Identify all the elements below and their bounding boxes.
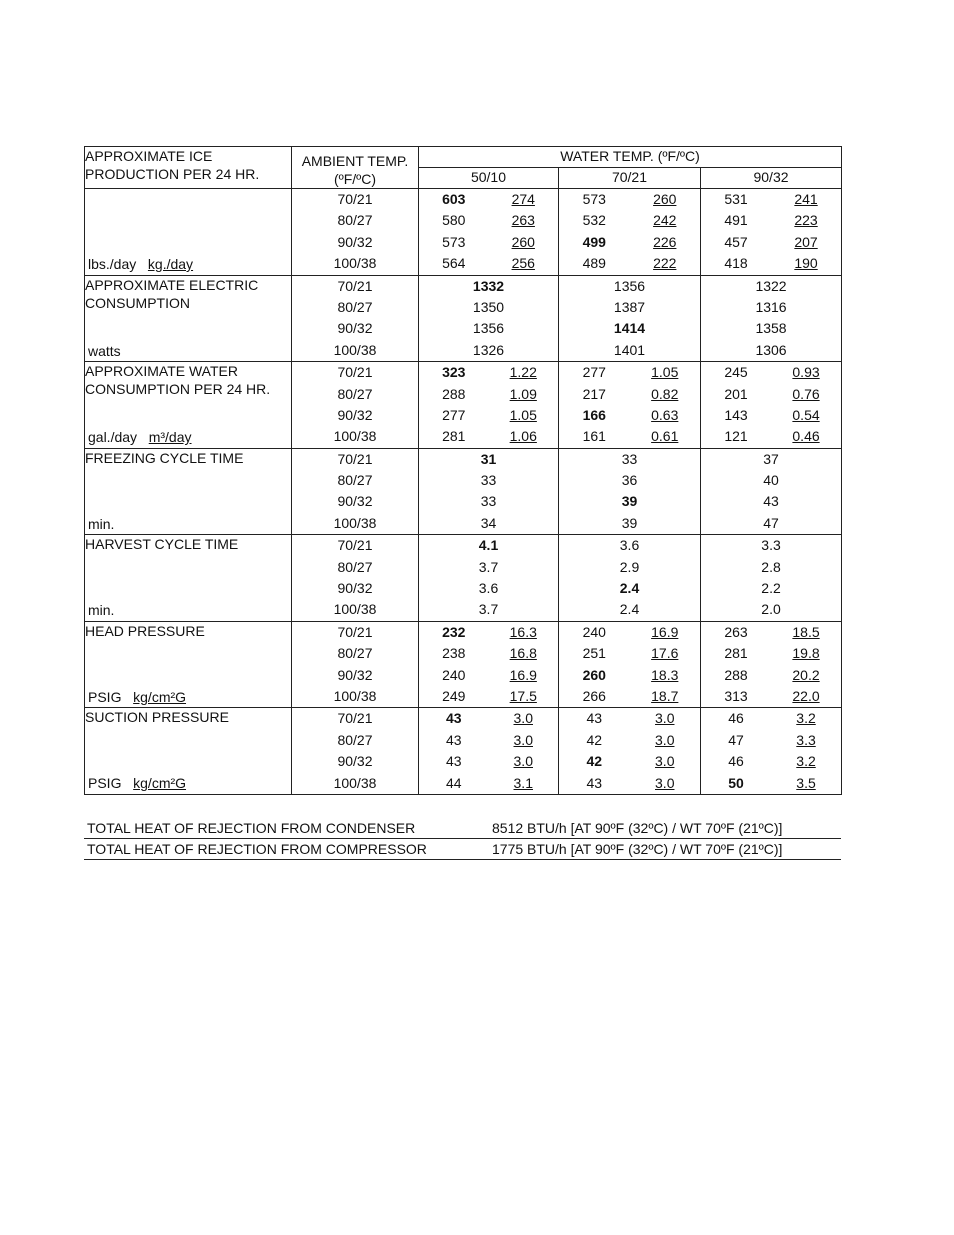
metric-value: 260 — [653, 191, 677, 207]
unit-primary: min. — [88, 515, 115, 532]
imperial-value: 43 — [445, 731, 462, 748]
value-row — [419, 665, 558, 686]
ambient-cell — [292, 621, 419, 708]
imperial-value: 201 — [724, 385, 748, 402]
imperial-value: 46 — [728, 710, 744, 727]
value-row: 3.6 — [478, 580, 499, 597]
value-row: 40 — [763, 472, 779, 489]
value-row — [419, 708, 558, 729]
imperial-value: 457 — [724, 233, 748, 250]
unit-metric: m³/day — [148, 429, 192, 446]
ambient-header-line1: AMBIENT TEMP. — [301, 153, 409, 169]
unit-primary: lbs./day — [88, 256, 137, 272]
metric-value: 3.0 — [655, 710, 675, 727]
ambient-cell — [292, 362, 419, 449]
section-label-cell — [85, 189, 292, 276]
value-row — [701, 232, 841, 253]
section-row — [85, 275, 842, 362]
value-row: 36 — [621, 472, 638, 489]
summary-value: 1775 BTU/h [AT 90ºF (32ºC) / WT 70ºF (21ºC)] — [492, 841, 783, 857]
value-row — [701, 730, 841, 751]
value-row: 33 — [480, 472, 497, 489]
metric-value: 226 — [653, 233, 677, 250]
ambient-value: 80/27 — [337, 298, 373, 315]
ambient-value: 90/32 — [337, 493, 373, 510]
ambient-cell — [292, 189, 419, 276]
summary-row-condenser — [84, 818, 841, 839]
section-label: APPROXIMATE WATER CONSUMPTION PER 24 HR. — [85, 363, 271, 398]
unit-label — [88, 689, 186, 705]
value-row — [419, 751, 558, 772]
metric-value: 3.0 — [655, 753, 675, 770]
section-label-cell — [85, 535, 292, 622]
unit-metric: kg/cm²G — [133, 688, 187, 705]
ambient-value: 70/21 — [337, 191, 373, 207]
imperial-value: 313 — [724, 687, 748, 704]
value-row — [701, 773, 841, 794]
value-cell — [559, 448, 701, 535]
value-row — [701, 708, 841, 729]
value-row — [419, 232, 558, 253]
imperial-value: 260 — [582, 666, 606, 683]
value-cell — [419, 535, 559, 622]
value-row — [701, 751, 841, 772]
imperial-value: 263 — [724, 623, 748, 640]
ambient-header-line2: (ºF/ºC) — [333, 171, 377, 187]
value-row: 33 — [480, 493, 497, 510]
value-row: 1387 — [613, 298, 646, 315]
imperial-value: 580 — [442, 212, 466, 229]
metric-value: 3.5 — [796, 774, 816, 791]
imperial-value: 143 — [724, 406, 748, 423]
section-label: FREEZING CYCLE TIME — [85, 449, 244, 466]
imperial-value: 240 — [582, 623, 606, 640]
metric-value: 20.2 — [792, 666, 820, 683]
value-row: 2.8 — [761, 558, 781, 575]
metric-value: 16.8 — [509, 645, 537, 662]
ambient-cell — [292, 448, 419, 535]
value-cell — [559, 275, 701, 362]
ambient-value: 80/27 — [337, 212, 373, 229]
value-row — [419, 622, 558, 643]
water-col-header: 70/21 — [559, 168, 701, 189]
value-row: 3.3 — [761, 537, 781, 554]
metric-value: 1.05 — [651, 364, 679, 381]
ambient-value: 80/27 — [337, 731, 373, 748]
value-row: 2.4 — [619, 580, 640, 597]
section-label: HARVEST CYCLE TIME — [85, 536, 239, 553]
value-row: 3.6 — [619, 537, 640, 554]
value-cell — [419, 362, 559, 449]
value-row — [419, 405, 558, 426]
ambient-value: 100/38 — [333, 428, 377, 445]
value-row: 1356 — [613, 277, 646, 294]
value-row — [559, 686, 700, 707]
section-row — [85, 535, 842, 622]
metric-value: 0.93 — [792, 364, 820, 381]
value-row: 4.1 — [478, 537, 499, 554]
value-row — [701, 426, 841, 447]
metric-value: 3.2 — [796, 710, 816, 727]
metric-value: 0.63 — [651, 406, 679, 423]
value-row: 1306 — [755, 341, 787, 358]
water-col-header: 50/10 — [419, 168, 559, 189]
value-row: 3.7 — [478, 601, 499, 618]
imperial-value: 277 — [582, 364, 606, 381]
ambient-value: 80/27 — [337, 472, 373, 489]
value-row: 39 — [621, 493, 638, 510]
header-label-cell — [85, 147, 292, 189]
imperial-value: 46 — [728, 753, 744, 770]
value-row — [419, 426, 558, 447]
value-row — [559, 189, 700, 210]
metric-value: 3.0 — [655, 774, 675, 791]
ambient-value: 70/21 — [337, 277, 373, 294]
imperial-value: 288 — [724, 666, 748, 683]
value-row — [559, 665, 700, 686]
value-row: 43 — [763, 493, 779, 510]
section-row — [85, 708, 842, 795]
value-cell — [701, 621, 842, 708]
metric-value: 1.09 — [509, 385, 537, 402]
section-row — [85, 621, 842, 708]
value-row: 37 — [763, 450, 779, 467]
value-row — [559, 426, 700, 447]
metric-value: 223 — [794, 212, 818, 229]
section-label-cell — [85, 275, 292, 362]
value-row — [559, 253, 700, 274]
section-row — [85, 189, 842, 276]
ambient-value: 90/32 — [337, 666, 373, 683]
value-row — [701, 665, 841, 686]
value-row — [559, 643, 700, 664]
value-row: 1350 — [472, 298, 505, 315]
imperial-value: 42 — [586, 731, 603, 748]
imperial-value: 491 — [724, 212, 748, 229]
metric-value: 242 — [653, 212, 677, 229]
imperial-value: 42 — [586, 753, 603, 770]
value-cell — [559, 535, 701, 622]
imperial-value: 43 — [445, 710, 462, 727]
metric-value: 3.0 — [513, 710, 533, 727]
section-label-cell — [85, 448, 292, 535]
value-row: 3.7 — [478, 558, 499, 575]
imperial-value: 238 — [442, 645, 466, 662]
imperial-value: 50 — [728, 774, 744, 791]
value-row: 39 — [621, 514, 638, 531]
value-row: 2.4 — [619, 601, 640, 618]
imperial-value: 43 — [586, 774, 603, 791]
unit-label — [88, 516, 114, 532]
value-row — [419, 253, 558, 274]
unit-metric: kg/cm²G — [133, 775, 187, 792]
value-row: 1322 — [755, 277, 787, 294]
unit-primary: gal./day — [88, 429, 138, 446]
value-row — [559, 773, 700, 794]
imperial-value: 43 — [445, 753, 462, 770]
water-col-header: 90/32 — [701, 168, 842, 189]
value-row — [701, 210, 841, 231]
section-label-cell — [85, 362, 292, 449]
metric-value: 0.54 — [792, 406, 820, 423]
imperial-value: 232 — [442, 623, 466, 640]
value-cell — [701, 275, 842, 362]
ambient-value: 80/27 — [337, 645, 373, 662]
value-row — [559, 210, 700, 231]
metric-value: 222 — [653, 255, 677, 272]
ambient-value: 90/32 — [337, 320, 373, 337]
unit-metric: kg./day — [147, 256, 194, 272]
heat-rejection-summary — [84, 818, 841, 860]
metric-value: 18.7 — [651, 687, 679, 704]
metric-value: 3.0 — [513, 753, 533, 770]
imperial-value: 266 — [582, 687, 606, 704]
value-cell — [419, 275, 559, 362]
metric-value: 16.3 — [509, 623, 537, 640]
value-cell — [701, 362, 842, 449]
value-row — [419, 643, 558, 664]
metric-value: 1.05 — [509, 406, 537, 423]
unit-primary: PSIG — [88, 688, 122, 705]
value-cell — [701, 535, 842, 622]
value-row: 2.0 — [761, 601, 781, 618]
section-label: SUCTION PRESSURE — [85, 709, 229, 726]
metric-value: 19.8 — [792, 645, 820, 662]
imperial-value: 43 — [586, 710, 603, 727]
ambient-value: 70/21 — [337, 450, 373, 467]
imperial-value: 489 — [582, 255, 606, 272]
summary-value: 8512 BTU/h [AT 90ºF (32ºC) / WT 70ºF (21ºC)] — [492, 820, 783, 836]
unit-label — [88, 602, 114, 618]
ambient-value: 90/32 — [337, 233, 373, 250]
value-row — [419, 686, 558, 707]
value-row: 33 — [621, 450, 638, 467]
value-cell — [559, 621, 701, 708]
value-row: 1401 — [613, 341, 646, 358]
ambient-value: 70/21 — [337, 537, 373, 554]
metric-value: 274 — [511, 191, 535, 207]
imperial-value: 573 — [442, 233, 466, 250]
ambient-value: 70/21 — [337, 623, 373, 640]
ambient-value: 80/27 — [337, 385, 373, 402]
section-label: HEAD PRESSURE — [85, 622, 205, 639]
value-row — [701, 189, 841, 210]
section-label-cell — [85, 708, 292, 795]
metric-value: 17.6 — [651, 645, 679, 662]
metric-value: 207 — [794, 233, 818, 250]
imperial-value: 418 — [724, 255, 748, 272]
water-temp-header: WATER TEMP. (ºF/ºC) — [419, 147, 842, 168]
value-row — [559, 622, 700, 643]
value-row: 1356 — [472, 320, 505, 337]
value-row: 1316 — [755, 298, 787, 315]
performance-table — [84, 146, 842, 795]
unit-label — [88, 775, 186, 791]
ice-label-line2: PRODUCTION PER 24 HR. — [85, 166, 260, 182]
value-row — [419, 384, 558, 405]
unit-primary: watts — [88, 342, 121, 359]
summary-label: TOTAL HEAT OF REJECTION FROM CONDENSER — [87, 820, 416, 836]
value-cell — [559, 362, 701, 449]
ambient-value: 100/38 — [333, 255, 377, 272]
unit-label — [88, 256, 193, 272]
value-row: 1326 — [472, 341, 505, 358]
ambient-value: 90/32 — [337, 580, 373, 597]
value-row — [419, 773, 558, 794]
metric-value: 3.2 — [796, 753, 816, 770]
ambient-value: 100/38 — [333, 514, 377, 531]
imperial-value: 281 — [724, 645, 748, 662]
value-row — [559, 730, 700, 751]
value-row — [701, 643, 841, 664]
ambient-value: 100/38 — [333, 601, 377, 618]
value-cell — [701, 448, 842, 535]
metric-value: 1.06 — [509, 428, 537, 445]
value-row — [559, 708, 700, 729]
ambient-value: 90/32 — [337, 406, 373, 423]
section-row — [85, 448, 842, 535]
imperial-value: 166 — [582, 406, 606, 423]
value-row — [559, 405, 700, 426]
metric-value: 18.5 — [792, 623, 820, 640]
value-cell — [701, 189, 842, 276]
unit-label — [88, 429, 192, 445]
value-row — [559, 384, 700, 405]
metric-value: 241 — [794, 191, 818, 207]
value-row — [419, 730, 558, 751]
value-row: 1332 — [472, 277, 505, 294]
summary-row-compressor — [84, 839, 841, 860]
value-row: 2.9 — [619, 558, 640, 575]
value-cell — [559, 708, 701, 795]
metric-value: 1.22 — [509, 364, 537, 381]
ambient-value: 70/21 — [337, 710, 373, 727]
value-cell — [419, 621, 559, 708]
value-row: 2.2 — [761, 580, 781, 597]
value-row — [701, 384, 841, 405]
value-row: 47 — [763, 514, 779, 531]
imperial-value: 288 — [442, 385, 466, 402]
ambient-value: 80/27 — [337, 558, 373, 575]
ambient-value: 90/32 — [337, 753, 373, 770]
ambient-cell — [292, 275, 419, 362]
metric-value: 22.0 — [792, 687, 820, 704]
unit-label — [88, 343, 121, 359]
metric-value: 3.0 — [513, 731, 533, 748]
metric-value: 0.76 — [792, 385, 820, 402]
ice-label-line1: APPROXIMATE ICE — [85, 148, 213, 164]
metric-value: 3.1 — [513, 774, 533, 791]
imperial-value: 121 — [724, 428, 748, 445]
value-row: 1358 — [755, 320, 787, 337]
metric-value: 0.61 — [651, 428, 679, 445]
metric-value: 0.46 — [792, 428, 820, 445]
metric-value: 17.5 — [509, 687, 537, 704]
value-cell — [419, 448, 559, 535]
value-row — [701, 405, 841, 426]
metric-value: 256 — [511, 255, 535, 272]
ambient-value: 70/21 — [337, 364, 373, 381]
imperial-value: 499 — [582, 233, 606, 250]
section-label-cell — [85, 621, 292, 708]
imperial-value: 47 — [728, 731, 744, 748]
imperial-value: 603 — [442, 191, 466, 207]
ambient-cell — [292, 708, 419, 795]
metric-value: 263 — [511, 212, 535, 229]
ambient-value: 100/38 — [333, 687, 377, 704]
value-row — [419, 362, 558, 383]
value-row — [559, 232, 700, 253]
unit-primary: min. — [88, 602, 115, 619]
metric-value: 190 — [794, 255, 818, 272]
imperial-value: 281 — [442, 428, 466, 445]
imperial-value: 251 — [582, 645, 606, 662]
imperial-value: 249 — [442, 687, 466, 704]
imperial-value: 217 — [582, 385, 606, 402]
ambient-header — [292, 147, 419, 189]
value-row — [419, 189, 558, 210]
ambient-cell — [292, 535, 419, 622]
summary-label: TOTAL HEAT OF REJECTION FROM COMPRESSOR — [87, 841, 427, 857]
metric-value: 16.9 — [509, 666, 537, 683]
ambient-value: 100/38 — [333, 774, 377, 791]
metric-value: 260 — [511, 233, 535, 250]
imperial-value: 245 — [724, 364, 748, 381]
value-row — [701, 253, 841, 274]
value-row: 34 — [480, 514, 497, 531]
value-cell — [419, 708, 559, 795]
metric-value: 18.3 — [651, 666, 679, 683]
value-cell — [559, 189, 701, 276]
imperial-value: 564 — [442, 255, 466, 272]
metric-value: 0.82 — [651, 385, 679, 402]
value-row — [559, 362, 700, 383]
value-row — [701, 622, 841, 643]
value-cell — [419, 189, 559, 276]
section-label: APPROXIMATE ELECTRIC CONSUMPTION — [85, 276, 259, 311]
metric-value: 16.9 — [651, 623, 679, 640]
ambient-value: 100/38 — [333, 341, 377, 358]
imperial-value: 161 — [582, 428, 606, 445]
unit-primary: PSIG — [88, 775, 122, 792]
metric-value: 3.3 — [796, 731, 816, 748]
imperial-value: 240 — [442, 666, 466, 683]
value-row — [559, 751, 700, 772]
value-row: 1414 — [613, 320, 646, 337]
imperial-value: 531 — [724, 191, 748, 207]
imperial-value: 44 — [445, 774, 462, 791]
imperial-value: 277 — [442, 406, 466, 423]
imperial-value: 532 — [582, 212, 606, 229]
value-row — [419, 210, 558, 231]
value-row: 31 — [480, 450, 497, 467]
imperial-value: 573 — [582, 191, 606, 207]
section-row — [85, 362, 842, 449]
metric-value: 3.0 — [655, 731, 675, 748]
value-cell — [701, 708, 842, 795]
imperial-value: 323 — [442, 364, 466, 381]
value-row — [701, 362, 841, 383]
value-row — [701, 686, 841, 707]
